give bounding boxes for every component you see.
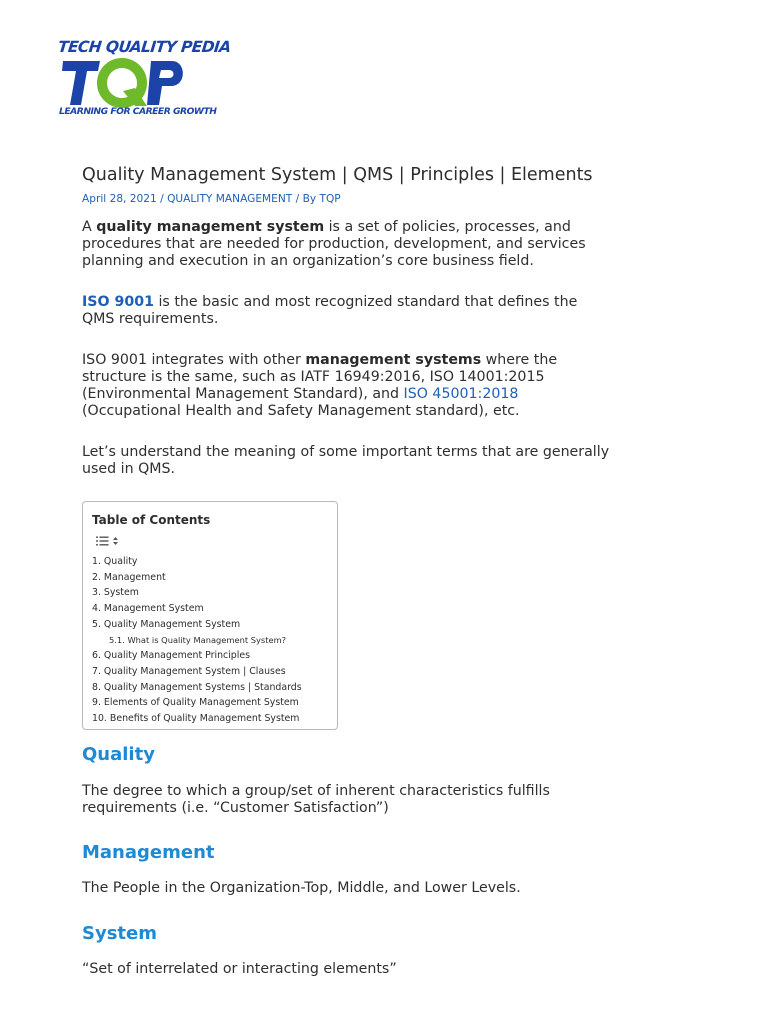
system-line-1: “Set of interrelated or interacting elements” <box>82 961 397 977</box>
toc-item-management[interactable]: 2. Management <box>92 571 166 583</box>
system-paragraph <box>82 961 702 978</box>
post-date[interactable]: April 28, 2021 <box>82 193 157 205</box>
post-meta <box>82 192 341 206</box>
management-line-1: The People in the Organization-Top, Middle, and Lower Levels. <box>82 880 521 896</box>
toc-title: Table of Contents <box>92 513 211 527</box>
meta-separator: / <box>156 193 168 205</box>
toc-item-system[interactable]: 3. System <box>92 587 139 599</box>
section-heading-system: System <box>82 923 157 944</box>
intro-line-2: procedures that are needed for production, development, and services <box>82 236 586 252</box>
iso9001-link[interactable]: ISO 9001 <box>82 294 154 310</box>
iso9001-paragraph <box>82 294 702 328</box>
iso45001-link[interactable]: ISO 45001:2018 <box>403 386 519 402</box>
quality-line-2: requirements (i.e. “Customer Satisfaction”) <box>82 800 389 816</box>
quality-line-1: The degree to which a group/set of inherent characteristics fulfills <box>82 783 550 799</box>
integration-paragraph <box>82 352 702 420</box>
site-logo[interactable] <box>55 38 232 124</box>
logo-top-text: TECH QUALITY PEDIA <box>57 38 232 56</box>
tqp-logo-icon <box>59 58 189 108</box>
iso9001-line-1 <box>82 294 702 311</box>
iso9001-line-1-rest: is the basic and most recognized standard that defines the <box>153 294 578 310</box>
integration-line-3-a: (Environmental Management Standard), and <box>82 386 404 402</box>
toc-item-what-is-qms[interactable]: 5.1. What is Quality Management System? <box>109 634 287 645</box>
terms-line-1: Let’s understand the meaning of some important terms that are generally <box>82 444 610 460</box>
article-title: Quality Management System | QMS | Principles | Elements <box>82 165 593 185</box>
section-heading-management: Management <box>82 842 215 863</box>
logo-tagline: LEARNING FOR CAREER GROWTH <box>59 106 217 117</box>
intro-line-3: planning and execution in an organization’s core business field. <box>82 253 534 269</box>
integration-line-3 <box>82 386 702 403</box>
toc-item-quality-management-system[interactable]: 5. Quality Management System <box>92 618 241 630</box>
terms-paragraph <box>82 444 702 478</box>
list-toggle-icon[interactable] <box>96 535 124 547</box>
meta-by: / By <box>292 193 320 205</box>
integration-line-2: structure is the same, such as IATF 16949:2016, ISO 14001:2015 <box>82 369 545 385</box>
intro-paragraph <box>82 219 702 270</box>
toc-item-elements[interactable]: 9. Elements of Quality Management System <box>92 697 299 709</box>
table-of-contents <box>82 501 338 730</box>
toc-list <box>92 554 302 727</box>
integration-line-1-b: where the <box>481 352 558 368</box>
integration-line-1-a: ISO 9001 integrates with other <box>82 352 306 368</box>
intro-line-1 <box>82 219 702 236</box>
toc-item-clauses[interactable]: 7. Quality Management System | Clauses <box>92 665 286 677</box>
post-author-link[interactable]: TQP <box>319 193 341 205</box>
intro-line-1-rest: is a set of policies, processes, and <box>324 219 571 235</box>
management-systems-bold: management systems <box>305 352 482 368</box>
quality-paragraph <box>82 783 702 817</box>
post-category-link[interactable]: QUALITY MANAGEMENT <box>167 193 293 205</box>
intro-prefix: A <box>82 219 97 235</box>
terms-line-2: used in QMS. <box>82 461 175 477</box>
toc-item-benefits[interactable]: 10. Benefits of Quality Management System <box>92 713 300 725</box>
toc-item-standards[interactable]: 8. Quality Management Systems | Standards <box>92 681 302 693</box>
management-paragraph <box>82 880 702 897</box>
integration-line-1 <box>82 352 702 369</box>
toc-item-quality[interactable]: 1. Quality <box>92 556 138 567</box>
toc-item-management-system[interactable]: 4. Management System <box>92 603 204 615</box>
integration-line-4: (Occupational Health and Safety Management standard), etc. <box>82 403 520 419</box>
iso9001-line-2: QMS requirements. <box>82 311 219 327</box>
section-heading-quality: Quality <box>82 744 155 765</box>
qms-bold-term: quality management system <box>96 219 325 235</box>
toc-item-principles[interactable]: 6. Quality Management Principles <box>92 650 250 662</box>
